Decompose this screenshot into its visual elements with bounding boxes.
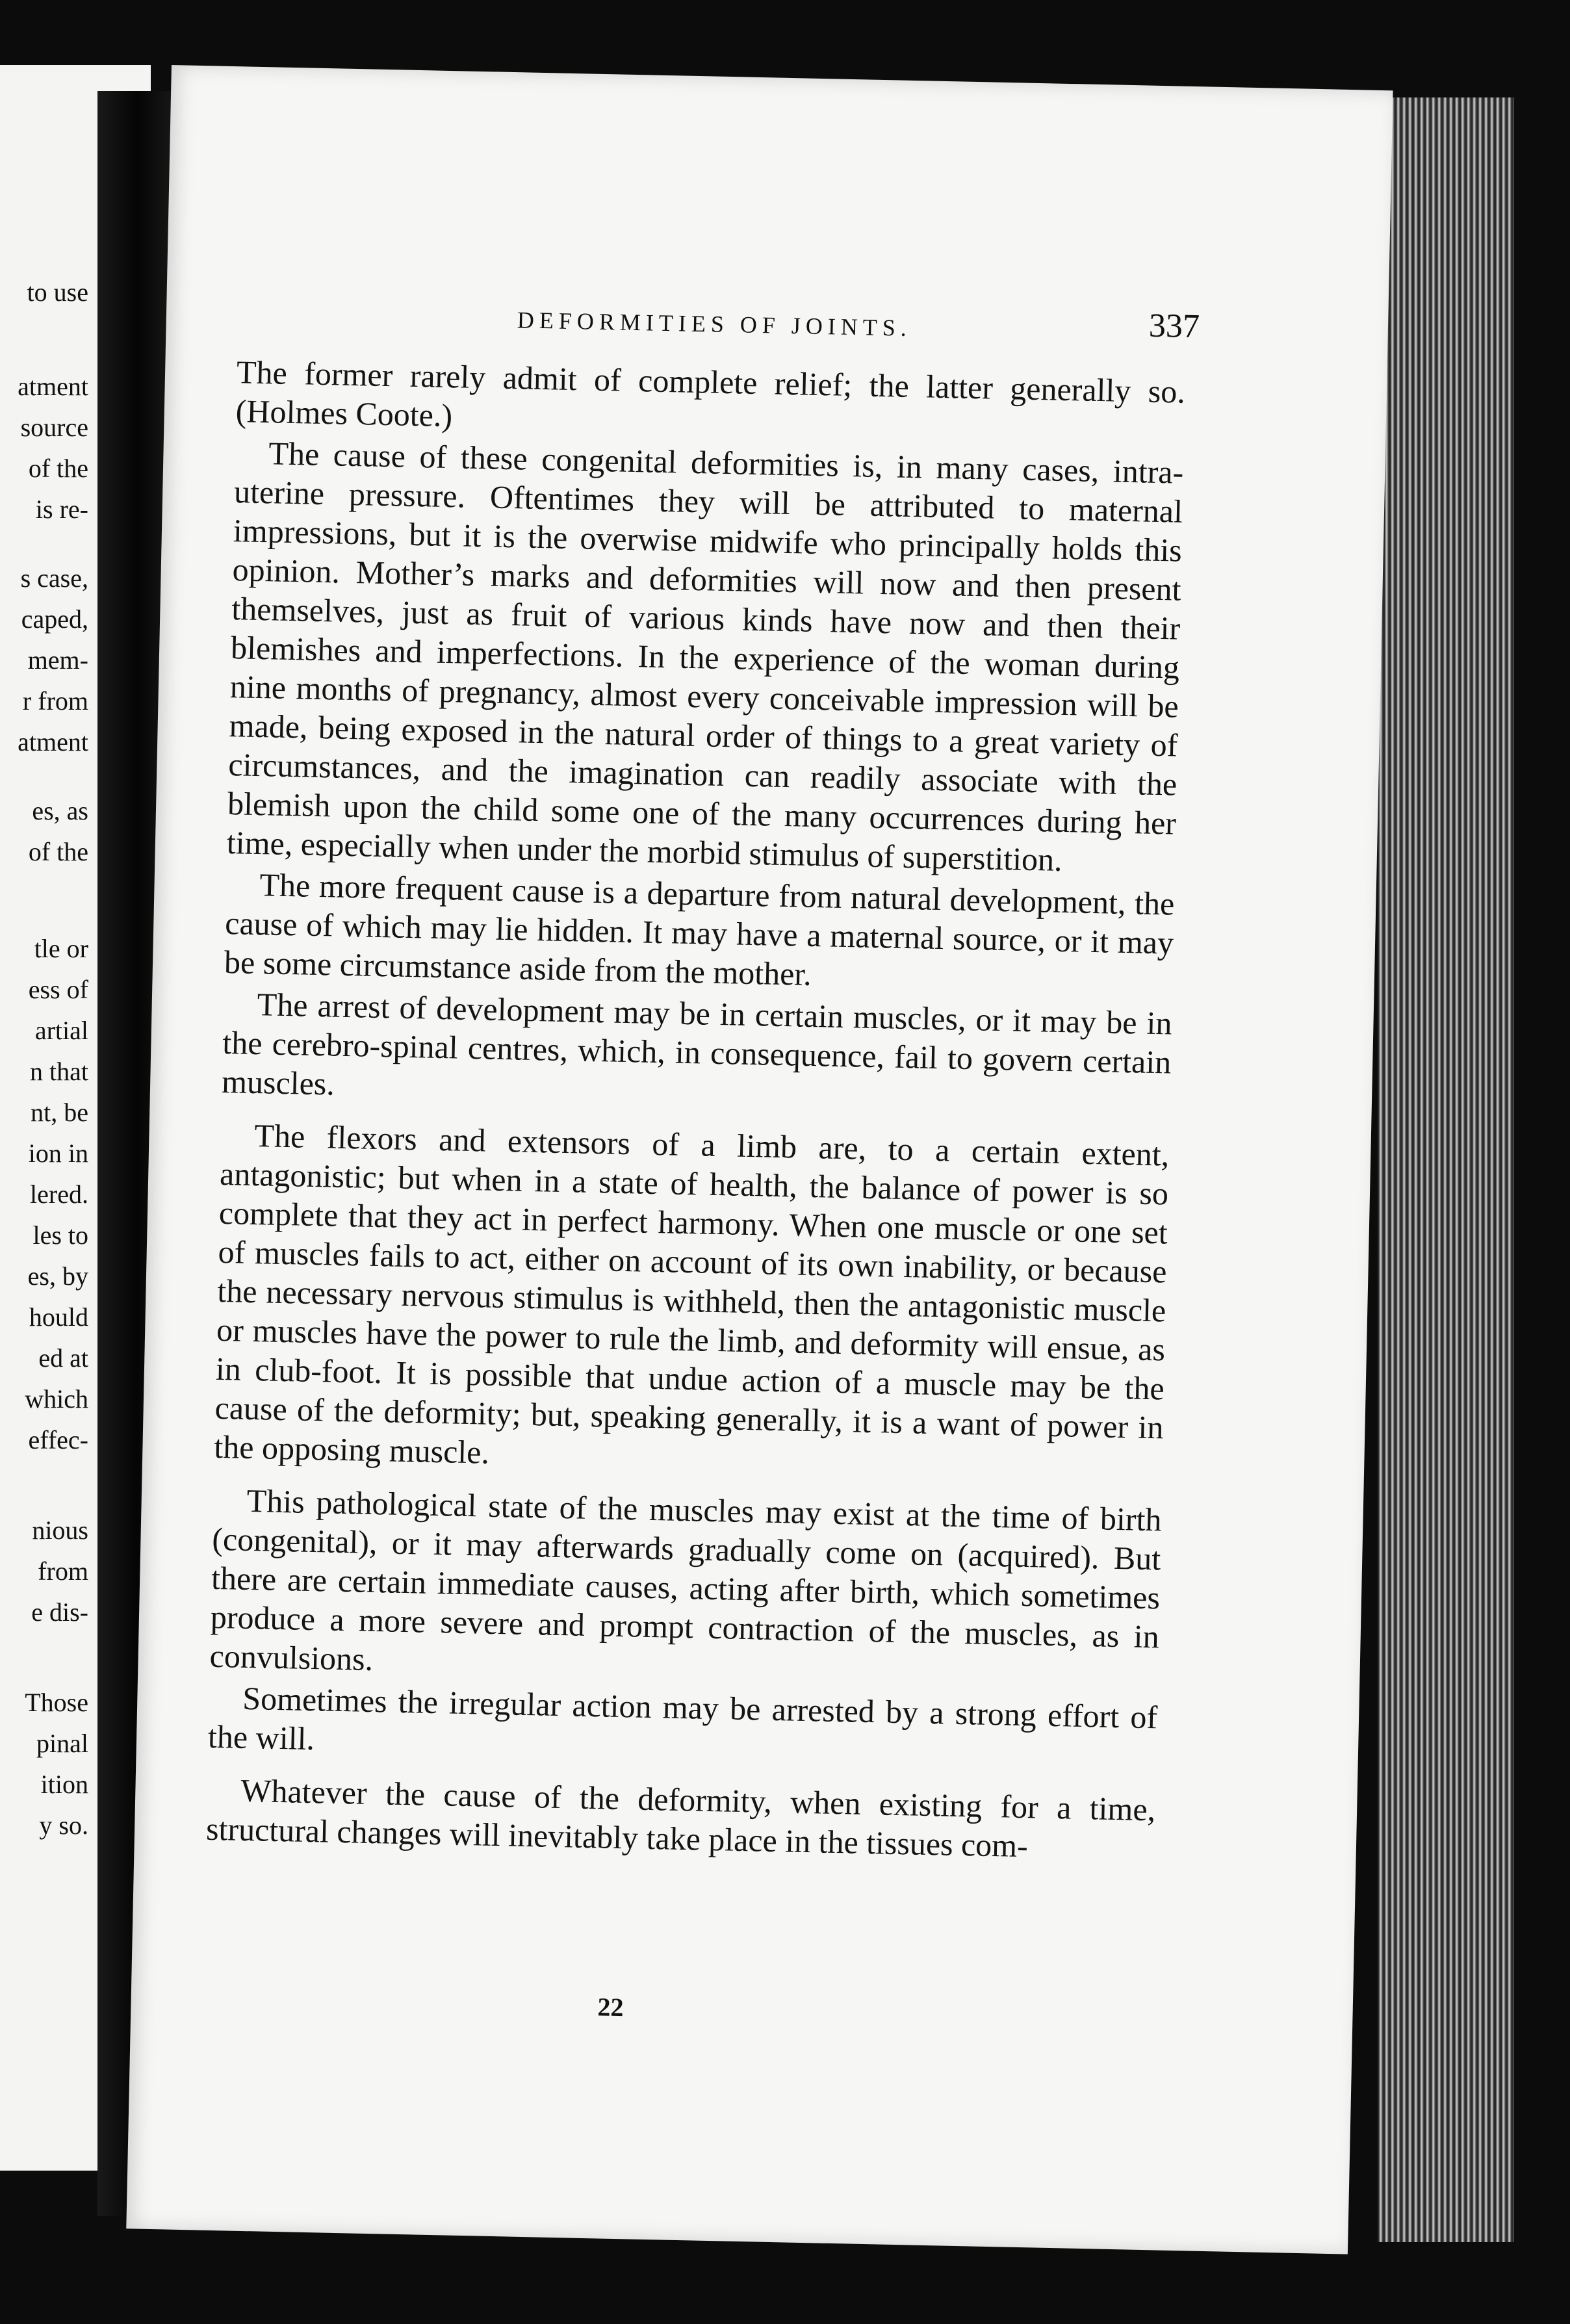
left-page-line-fragment: y so. (39, 1811, 88, 1840)
left-page-line-fragment: caped, (21, 604, 88, 634)
left-page-line-fragment: atment (18, 372, 88, 401)
left-page-line-fragment: from (38, 1556, 88, 1586)
left-page-line-fragment: tle or (34, 934, 88, 963)
book-page (126, 65, 1393, 2254)
left-page-line-fragment: es, as (32, 796, 88, 825)
left-page-line-fragment: mem- (27, 645, 88, 675)
left-page-line-fragment: ed at (38, 1343, 88, 1373)
left-page-line-fragment: which (25, 1384, 88, 1414)
left-page-line-fragment: nious (32, 1516, 88, 1545)
left-page-line-fragment: n that (30, 1057, 88, 1086)
paragraph: The flexors and extensors of a limb are, to a certain extent, antagonistic; but when in a state of health, the balance of power is so complete that they act in perfect harmony. When one muscle or one set of muscles fails to act, either on account of its own inability, or because the necessary nervous stimulus is withheld, then the antagonistic muscle or muscles have the power to rule the limb, and deformity will ensue, as in club-foot. It is possible that undue action of a muscle may be the cause of the deformity; but, speaking generally, it is a want of power in the opposing muscle. (213, 1117, 1170, 1471)
left-page-line-fragment: s case, (20, 563, 88, 593)
running-head: DEFORMITIES OF JOINTS. (517, 307, 912, 341)
left-page-line-fragment: es, by (27, 1261, 88, 1291)
left-page-line-fragment: r from (22, 686, 88, 716)
left-page-line-fragment: of the (28, 454, 88, 483)
left-page-line-fragment: atment (18, 727, 88, 756)
left-page-line-fragment: ition (40, 1770, 88, 1799)
left-page-line-fragment: ion in (28, 1139, 88, 1168)
paragraph: The more frequent cause is a departure from natural development, the cause of which may lie hidden. It may have a maternal source, or it may be some circumstance aside from the mother. (224, 866, 1175, 992)
paragraph: Whatever the cause of the deformity, when existing for a time, structural changes will inevitably take place in the tissues com- (205, 1772, 1156, 1865)
body-text (205, 352, 1185, 1870)
left-page-line-fragment: artial (34, 1016, 88, 1045)
paragraph: The cause of these congenital deformities is, in many cases, intra-uterine pressure. Oftentimes they will be attributed to maternal impressions, but it is the overwise midwife who principally holds this opinion. Mother’s marks and deformities will now and then present themselves, just as fruit of various kinds have now and then their blemishes and imperfections. In the experience of the woman during nine months of pregnancy, almost every conceivable impression will be made, being exposed in the natural order of things to a great variety of circumstances, and the imagination can readily associate with the blemish upon the child some one of the many occurrences during her time, especially when under the morbid stimulus of superstition. (226, 435, 1184, 878)
left-page-line-fragment: ess of (28, 975, 88, 1004)
page-edges (1378, 97, 1514, 2242)
left-page-line-fragment: e dis- (31, 1597, 88, 1627)
left-page-line-fragment: to use (27, 278, 88, 307)
left-page-line-fragment: of the (28, 837, 88, 866)
left-page-line-fragment: nt, be (31, 1098, 88, 1127)
paragraph: This pathological state of the muscles may exist at the time of birth (congenital), or it may afterwards gradually come on (acquired). But there are certain immediate causes, acting after birth, which sometimes produce a more severe and prompt contraction of the muscles, as in convulsions. (209, 1482, 1163, 1678)
paragraph: The former rarely admit of complete relief; the latter generally so. (Holmes Coote.) (235, 354, 1186, 434)
left-page-line-fragment: is re- (35, 495, 88, 524)
left-page-line-fragment: lered. (30, 1180, 88, 1209)
left-page-line-fragment: Those (25, 1688, 88, 1717)
left-page-line-fragment: pinal (36, 1729, 88, 1758)
left-page-line-fragment: effec- (28, 1425, 88, 1454)
paragraph: The arrest of development may be in certain muscles, or it may be in the cerebro-spinal centres, which, in consequence, fail to govern certain muscles. (221, 986, 1173, 1102)
left-page-line-fragment: les to (32, 1220, 88, 1250)
left-page-line-fragment: hould (29, 1302, 88, 1332)
paragraph: Sometimes the irregular action may be arrested by a strong effort of the will. (207, 1679, 1158, 1757)
left-page-line-fragment: source (20, 413, 88, 442)
signature-mark: 22 (597, 1992, 624, 2022)
page-number: 337 (1148, 307, 1200, 346)
